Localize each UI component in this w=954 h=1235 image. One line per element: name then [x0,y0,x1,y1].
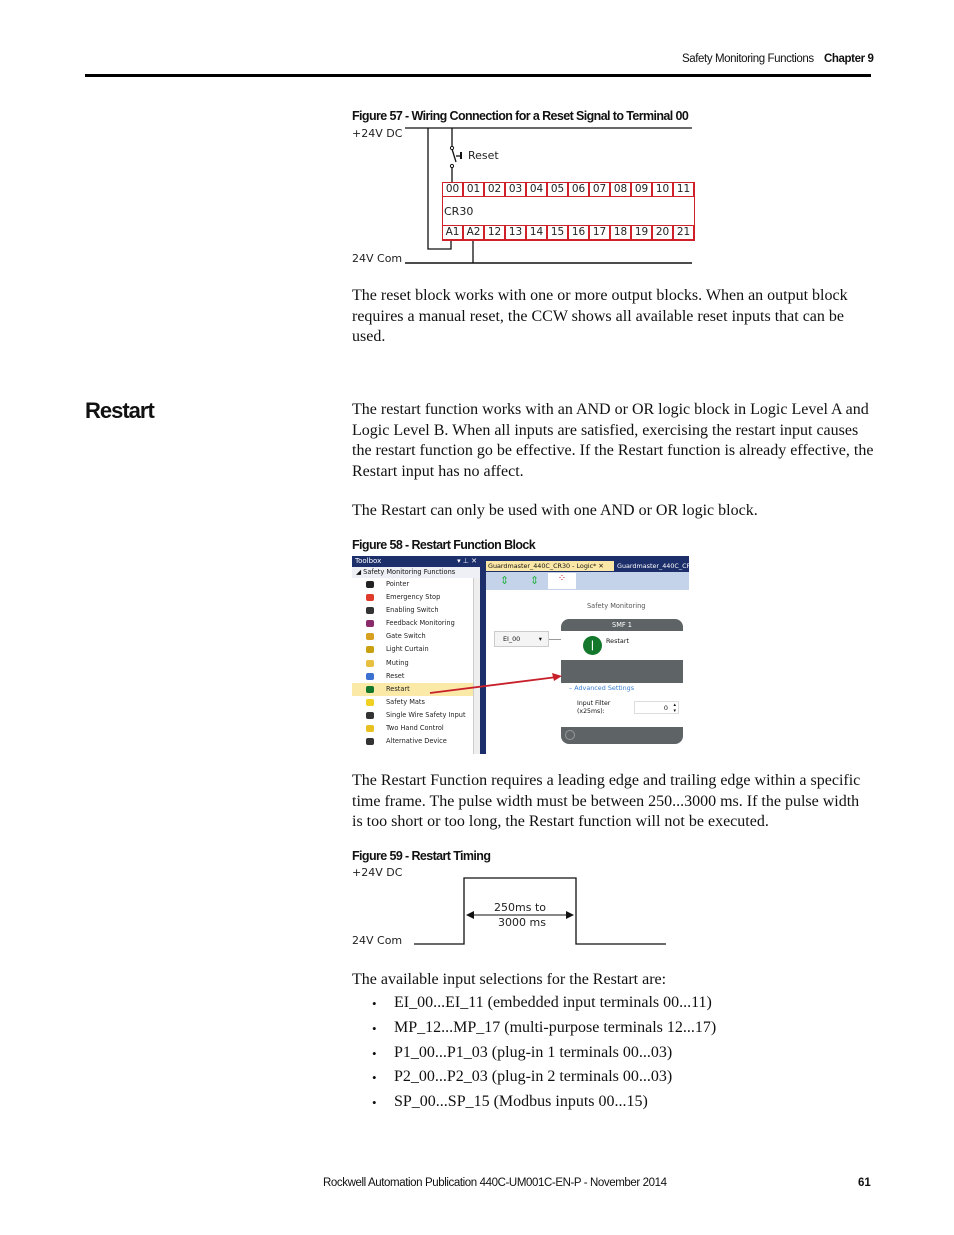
list-item: • SP_00...SP_15 (Modbus inputs 00...15) [372,1093,716,1118]
paragraph-pulse-width: The Restart Function requires a leading edge and trailing edge within a specific time frame. The pulse width must be between 250...3000 ms. If the pulse width is too short or too long, the Restart function will not be executed. [352,772,861,830]
tab-logic-active[interactable]: Guardmaster_440C_CR30 - Logic* ✕ [486,561,614,571]
toolbox-group-label: Safety Monitoring Functions [363,568,456,576]
terminal-01: 01 [463,182,484,197]
list-item: • MP_12...MP_17 (multi-purpose terminals 12...17) [372,1019,716,1044]
canvas-title: Safety Monitoring [587,602,646,610]
toolbox-window-controls[interactable]: ▾ ⊥ ✕ [457,557,477,565]
restart-function-block-screenshot [352,556,700,754]
terminal-07: 07 [589,182,610,197]
toolbox-item-label: Light Curtain [386,645,429,654]
terminal-A1: A1 [442,225,463,240]
block-label: Restart [606,637,629,645]
terminal-11: 11 [673,182,694,197]
pulse-range-line1: 250ms to [494,901,546,914]
figure59-caption: Figure 59 - Restart Timing [352,849,491,863]
restart-timing-diagram [350,864,680,954]
paragraph-reset-block: The reset block works with one or more output blocks. When an output block requires a manual reset, the CCW shows all available reset inputs that can be used. [352,287,848,345]
terminal-02: 02 [484,182,505,197]
terminal-08: 08 [610,182,631,197]
toolbox-item-label: Reset [386,671,405,680]
filter-stepper[interactable]: 0 ▴ ▾ [634,701,679,714]
terminal-13: 13 [505,225,526,240]
figure57-caption: Figure 57 - Wiring Connection for a Reset Signal to Terminal 00 [352,109,689,123]
filter-value: 0 [663,704,668,712]
terminal-18: 18 [610,225,631,240]
terminal-17: 17 [589,225,610,240]
list-item: • P1_00...P1_03 (plug-in 1 terminals 00...03) [372,1044,716,1069]
toolbox-item-label: Gate Switch [386,632,426,641]
toolbox-item-label: Alternative Device [386,737,447,746]
input-value: EI_00 [503,635,521,643]
terminal-05: 05 [547,182,568,197]
section-title: Restart [85,398,154,423]
toolbox-title: Toolbox [355,557,382,565]
paragraph-restart-usage: The Restart can only be used with one AND or OR logic block. [352,502,758,519]
toolbox-item-label: Single Wire Safety Input [386,710,466,719]
terminal-09: 09 [631,182,652,197]
restart-icon: | [583,636,602,655]
tab1-label: Guardmaster_440C_CR30 - Logic* [488,562,597,570]
input-selection-list [372,994,716,1118]
terminal-14: 14 [526,225,547,240]
pulse-range-line2: 3000 ms [498,916,546,929]
terminal-00: 00 [442,182,463,197]
figure58-caption: Figure 58 - Restart Function Block [352,538,536,552]
toolbox-item-label: Enabling Switch [386,606,439,615]
advanced-settings-toggle[interactable]: – Advanced Settings [569,684,635,692]
terminal-03: 03 [505,182,526,197]
toolbox-group[interactable]: ◢ Safety Monitoring Functions [352,567,480,578]
toolbox-item-label: Two Hand Control [386,724,444,733]
toolbox-item-label: Muting [386,658,409,667]
com-label: 24V Com [352,252,403,265]
terminal-16: 16 [568,225,589,240]
figure57-wiring-diagram [350,125,700,270]
toolbox-item-label: Pointer [386,580,410,588]
terminal-A2: A2 [463,225,484,240]
paragraph-input-selections: The available input selections for the Restart are: [352,971,667,988]
toolbox-item-label: Restart [386,684,410,693]
footer-publication: Rockwell Automation Publication 440C-UM001C-EN-P - November 2014 [323,1177,667,1189]
running-header-chapter: Chapter 9 [824,53,874,65]
reset-switch-label: Reset [468,149,499,162]
toolbox-item-label: Safety Mats [386,697,425,706]
toolbox-item-label: Emergency Stop [386,593,441,602]
level-down-icon[interactable]: ⇕ [530,574,540,587]
terminal-10: 10 [652,182,673,197]
timing-com-label: 24V Com [352,934,403,947]
toolbox-item-label: Feedback Monitoring [386,619,455,628]
terminal-04: 04 [526,182,547,197]
list-item: • P2_00...P2_03 (plug-in 2 terminals 00...03) [372,1068,716,1093]
terminal-12: 12 [484,225,505,240]
tab2-label: Guardmaster_440C_CR30 [617,562,700,570]
page-number: 61 [858,1177,871,1189]
module-label: CR30 [444,205,474,218]
terminal-19: 19 [631,225,652,240]
timing-plus24-label: +24V DC [352,866,403,879]
list-item: • EI_00...EI_11 (embedded input terminals 00...11) [372,994,716,1019]
block-title: SMF 1 [612,621,632,629]
terminal-15: 15 [547,225,568,240]
filter-label: Input Filter (x25ms): [577,700,611,715]
drag-arrow-icon [352,556,689,754]
terminal-06: 06 [568,182,589,197]
advanced-label: Advanced Settings [574,684,635,692]
paragraph-restart-function: The restart function works with an AND or OR logic block in Logic Level A and Logic Level B. When all inputs are satisfied, exercising the restart input causes the restart function go be effective. If the Restart function is already effective, the Restart input has no affect. [352,401,874,480]
plus24-label: +24V DC [352,127,403,140]
input-select[interactable]: EI_00 ▾ [494,631,549,647]
header-rule [85,74,871,77]
running-header-section: Safety Monitoring Functions [682,53,814,65]
terminal-21: 21 [673,225,694,240]
fit-view-icon[interactable]: ⁘ [548,573,576,589]
terminal-20: 20 [652,225,673,240]
level-up-icon[interactable]: ⇕ [500,574,510,587]
